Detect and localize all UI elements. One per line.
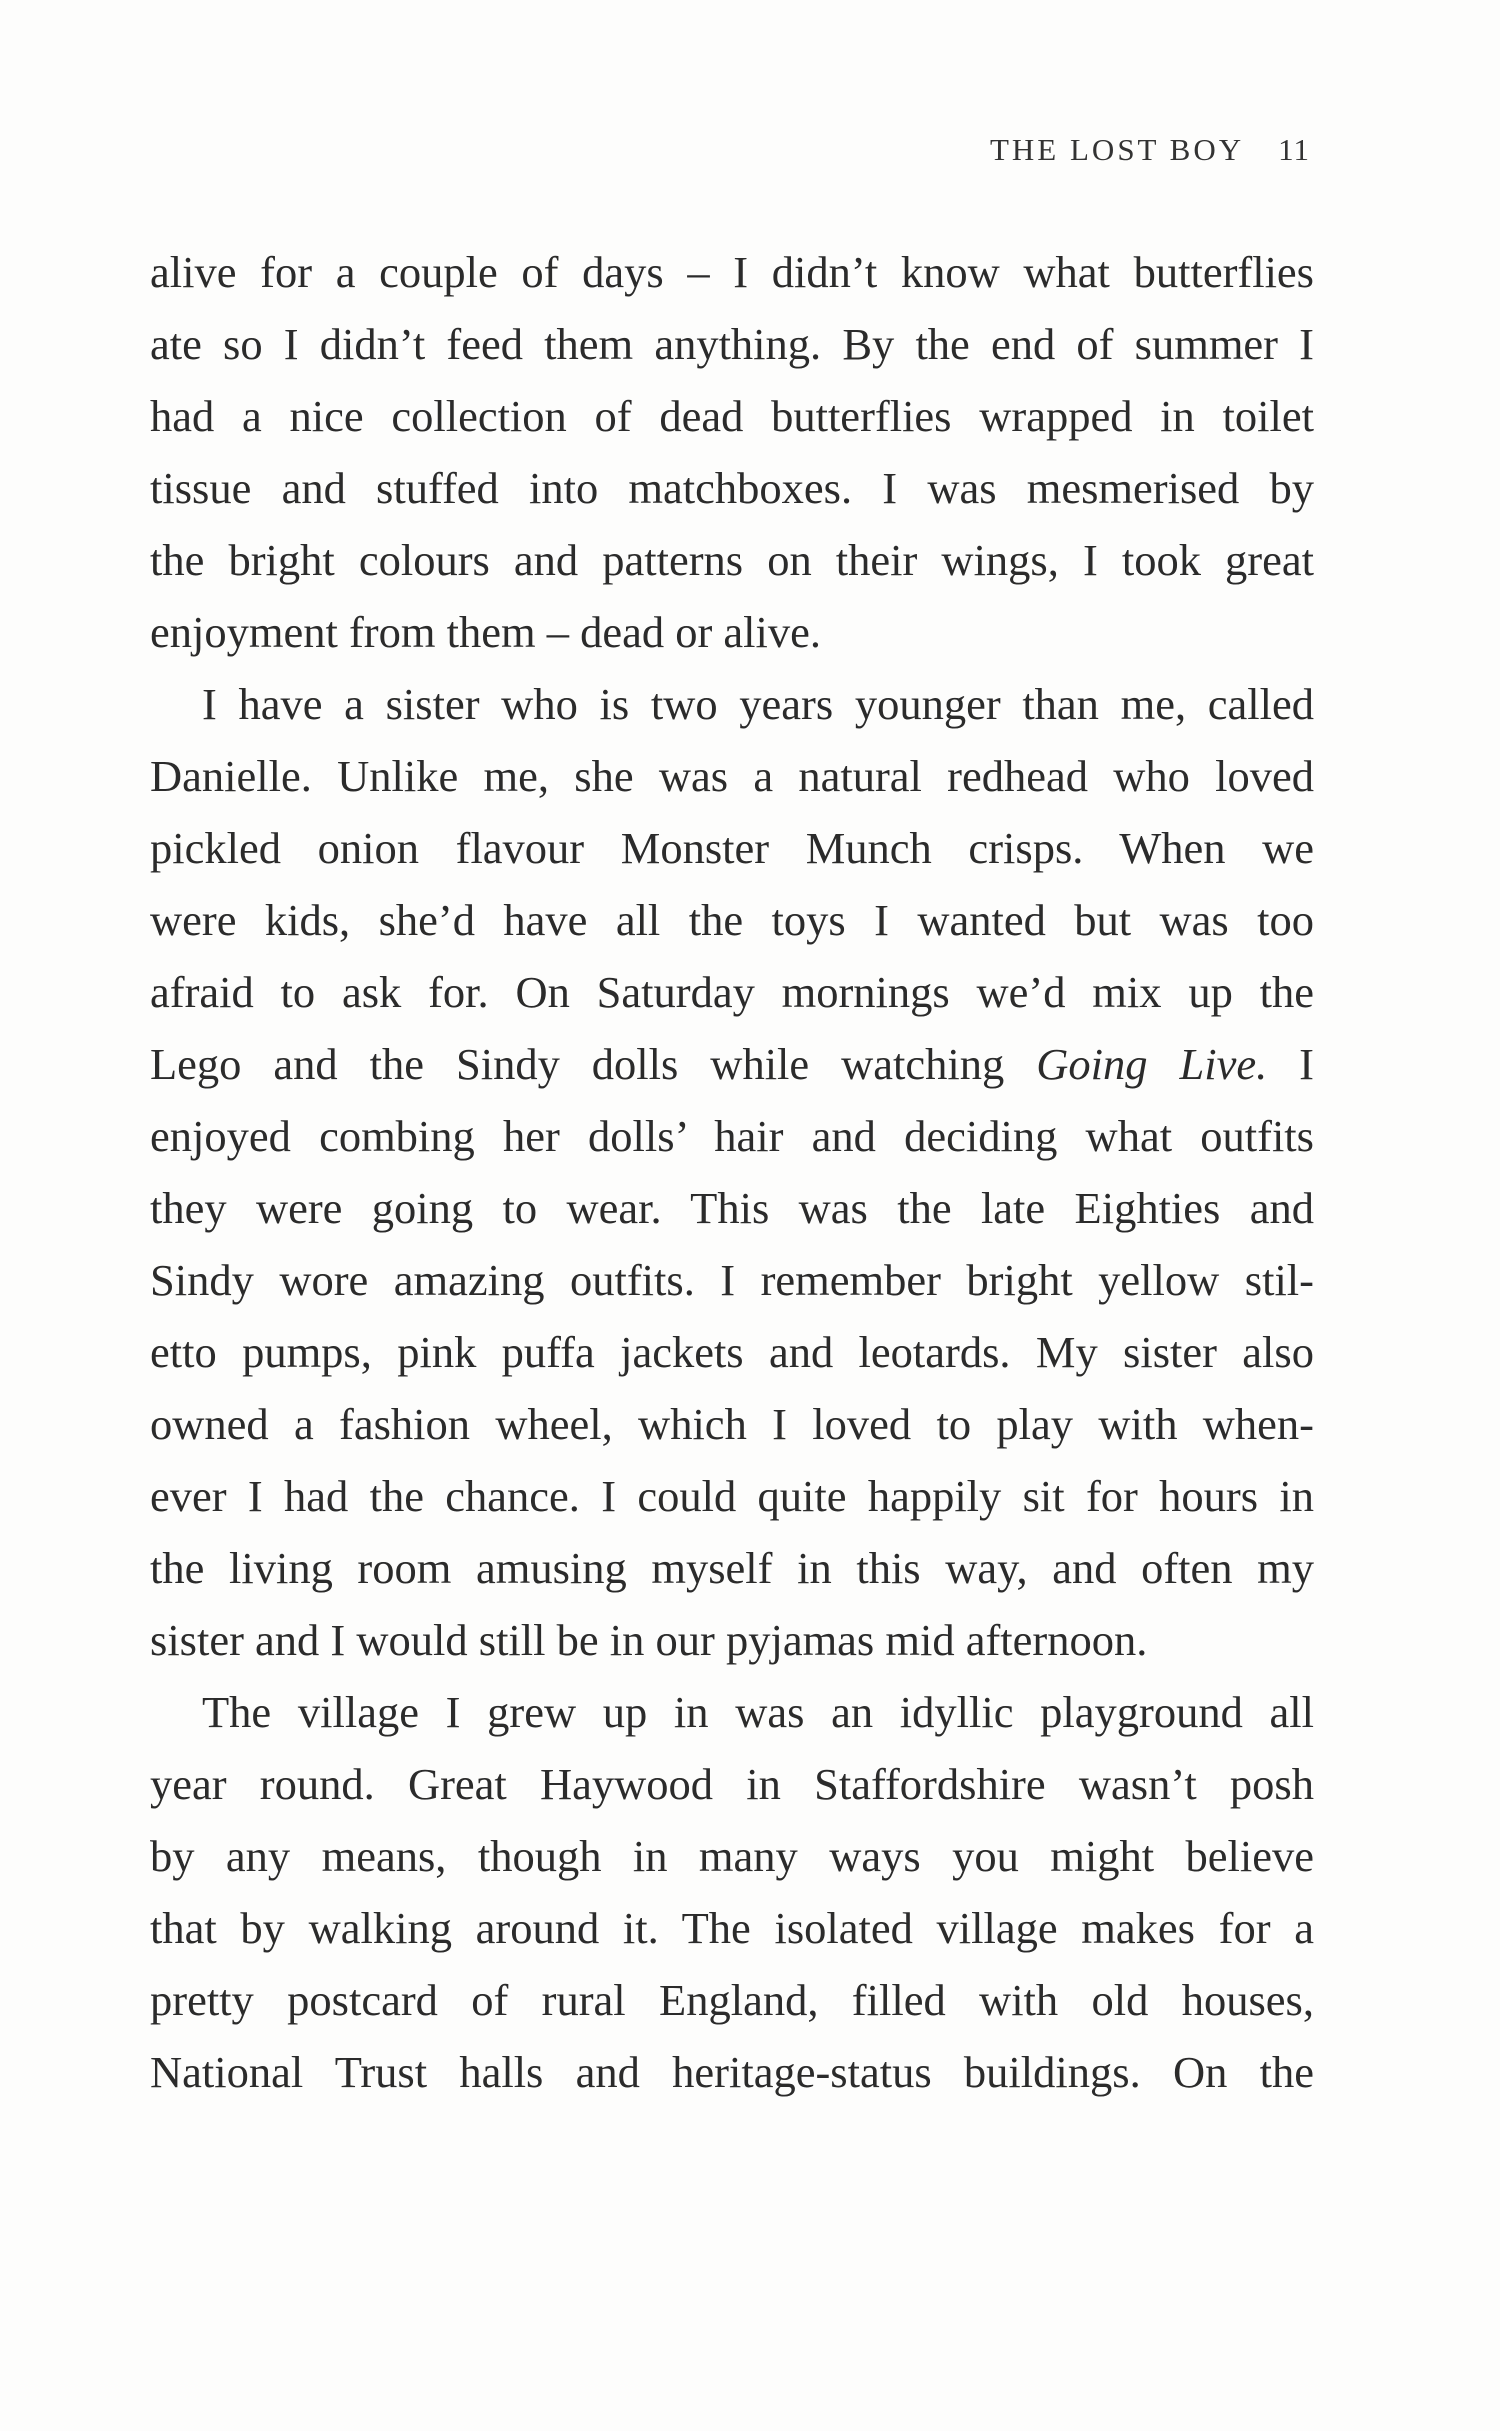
italic-title: Going Live. — [1036, 1039, 1268, 1089]
text-line: Lego and the Sindy dolls while watching Going Live. I — [150, 1039, 1314, 1089]
text-line: they were going to wear. This was the late Eighties and — [150, 1183, 1314, 1233]
text-line: that by walking around it. The isolated village makes for a — [150, 1903, 1314, 1953]
running-title: THE LOST BOY — [989, 132, 1245, 167]
text-line: enjoyed combing her dolls’ hair and deciding what outfits — [150, 1111, 1314, 1161]
text-line: alive for a couple of days – I didn’t know what butterflies — [150, 247, 1314, 297]
text-line: National Trust halls and heritage-status buildings. On the — [150, 2047, 1314, 2097]
text-line: etto pumps, pink puffa jackets and leotards. My sister also — [150, 1327, 1314, 1377]
running-head — [990, 132, 1310, 168]
text-line: year round. Great Haywood in Staffordshire wasn’t posh — [150, 1759, 1314, 1809]
text-line: enjoyment from them – dead or alive. — [150, 607, 821, 657]
text-line: the living room amusing myself in this way, and often my — [150, 1543, 1314, 1593]
text-line: Danielle. Unlike me, she was a natural redhead who loved — [150, 751, 1314, 801]
text-line: pretty postcard of rural England, filled with old houses, — [150, 1975, 1314, 2025]
page-number: 11 — [1278, 132, 1310, 167]
text-line: the bright colours and patterns on their wings, I took great — [150, 535, 1314, 585]
text-line: afraid to ask for. On Saturday mornings we’d mix up the — [150, 967, 1314, 1017]
text-line: Sindy wore amazing outfits. I remember bright yellow stil- — [150, 1255, 1314, 1305]
text-line: pickled onion flavour Monster Munch crisps. When we — [150, 823, 1314, 873]
text-line: ate so I didn’t feed them anything. By the end of summer I — [150, 319, 1314, 369]
text-line: sister and I would still be in our pyjamas mid afternoon. — [150, 1615, 1148, 1665]
text-line: tissue and stuffed into matchboxes. I was mesmerised by — [150, 463, 1314, 513]
text-line: by any means, though in many ways you might believe — [150, 1831, 1314, 1881]
text-line: had a nice collection of dead butterflies wrapped in toilet — [150, 391, 1314, 441]
text-line: I have a sister who is two years younger than me, called — [202, 679, 1314, 729]
text-line: owned a fashion wheel, which I loved to play with when- — [150, 1399, 1314, 1449]
body-text — [150, 236, 1314, 2108]
text-line: ever I had the chance. I could quite happily sit for hours in — [150, 1471, 1314, 1521]
text-line: were kids, she’d have all the toys I wanted but was too — [150, 895, 1314, 945]
text-line: The village I grew up in was an idyllic playground all — [202, 1687, 1314, 1737]
